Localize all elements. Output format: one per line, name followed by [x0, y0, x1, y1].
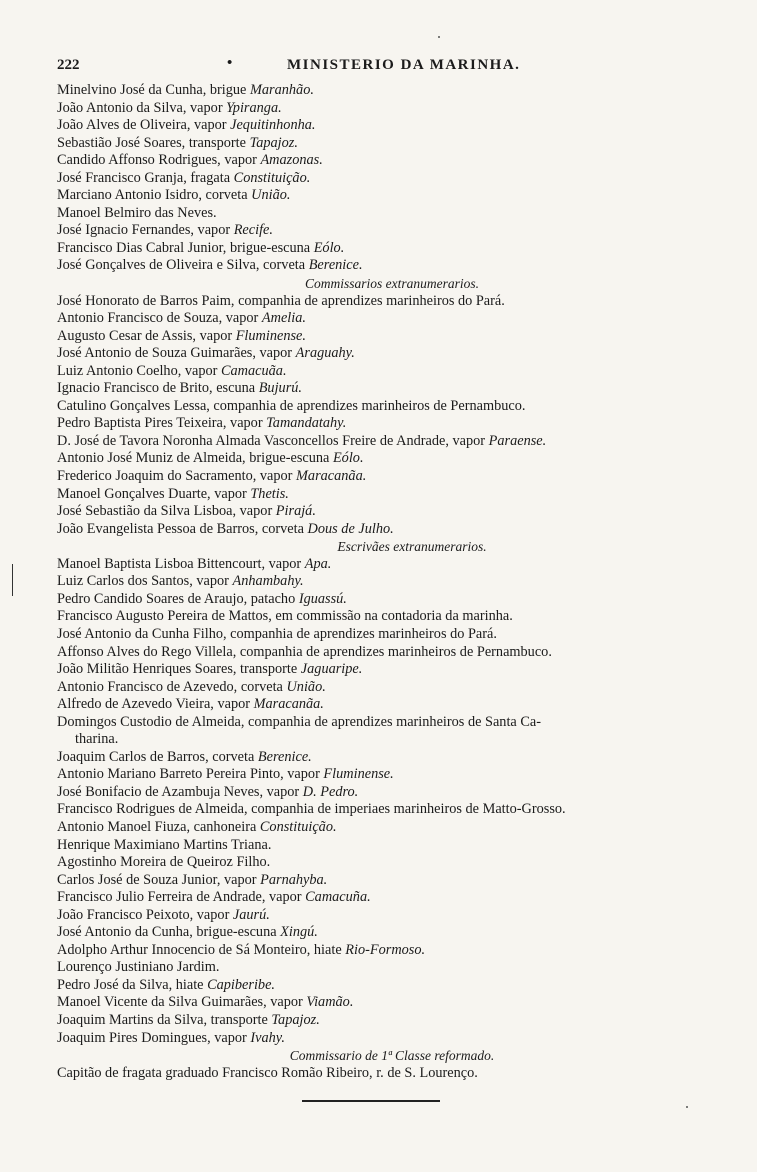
ship-name: Fluminense.	[235, 327, 306, 344]
ship-name: Eólo.	[332, 450, 364, 467]
entry-line	[57, 82, 697, 100]
entry-text: Antonio Francisco de Souza, vapor	[57, 310, 262, 327]
entry-line	[57, 819, 697, 837]
ship-name: Ypiranga.	[226, 99, 282, 116]
entry-line	[57, 1065, 697, 1083]
entry-line	[57, 152, 697, 170]
entry-text: Lourenço Justiniano Jardim.	[57, 959, 220, 976]
margin-mark	[12, 564, 13, 596]
entry-text: Francisco Julio Ferreira de Andrade, vapor	[57, 889, 306, 906]
entry-line	[57, 591, 697, 609]
entry-line	[57, 310, 697, 328]
entry-line	[57, 257, 697, 275]
entry-line	[57, 521, 697, 539]
ship-name: Iguassú.	[298, 590, 347, 607]
entry-text: João Militão Henriques Soares, transporte	[57, 661, 301, 678]
ship-name: Capiberibe.	[207, 976, 275, 993]
entry-text: Candido Affonso Rodrigues, vapor	[57, 152, 261, 169]
entry-text: Francisco Dias Cabral Junior, brigue-escuna	[57, 239, 314, 256]
entry-line	[57, 573, 697, 591]
ship-name: D. Pedro.	[302, 783, 359, 800]
ship-name: Maracanãa.	[253, 696, 324, 713]
ship-name: Jaurú.	[232, 906, 270, 923]
entry-text: Francisco Rodrigues de Almeida, companhia de imperiaes marinheiros de Matto-Grosso.	[57, 801, 566, 818]
entry-line	[57, 784, 697, 802]
entry-text: Pedro José da Silva, hiate	[57, 976, 208, 993]
entry-line	[57, 766, 697, 784]
entry-line	[57, 187, 697, 205]
entry-text: Manoel Vicente da Silva Guimarães, vapor	[57, 994, 307, 1011]
ship-name: Ivahy.	[250, 1029, 285, 1046]
page-title: MINISTERIO DA MARINHA.	[287, 57, 521, 73]
entry-line	[57, 959, 697, 977]
entry-text: José Francisco Granja, fragata	[57, 169, 234, 186]
entry-text: Joaquim Martins da Silva, transporte	[57, 1011, 272, 1028]
entry-text: Joaquim Carlos de Barros, corveta	[57, 748, 258, 765]
entry-text: João Francisco Peixoto, vapor	[57, 906, 233, 923]
entry-line	[57, 994, 697, 1012]
entry-line	[57, 731, 697, 749]
ship-name: Anhambahy.	[232, 573, 304, 590]
entry-text: Henrique Maximiano Martins Triana.	[57, 836, 272, 853]
ship-name: Camacuña.	[305, 889, 371, 906]
entry-line	[57, 450, 697, 468]
entry-line	[57, 100, 697, 118]
entry-line	[57, 714, 697, 732]
entry-text: Francisco Augusto Pereira de Mattos, em commissão na contadoria da marinha.	[57, 608, 513, 625]
entry-text: Antonio Manoel Fiuza, canhoneira	[57, 818, 260, 835]
ship-name: Constituição.	[259, 818, 337, 835]
entry-line	[57, 433, 697, 451]
entry-text: José Antonio da Cunha, brigue-escuna	[57, 924, 281, 941]
entry-line	[57, 837, 697, 855]
entry-text: Manoel Belmiro das Neves.	[57, 204, 217, 221]
entry-line	[57, 608, 697, 626]
ship-name: Tamandatahy.	[266, 415, 347, 432]
entry-text: Carlos José de Souza Junior, vapor	[57, 871, 261, 888]
entry-line	[57, 486, 697, 504]
section-heading: Commissario de 1ª Classe reformado.	[289, 1048, 495, 1064]
entry-text: José Ignacio Fernandes, vapor	[57, 222, 234, 239]
ship-name: Berenice.	[308, 257, 363, 274]
entry-line	[57, 503, 697, 521]
closing-rule	[302, 1100, 440, 1102]
entry-line	[57, 205, 697, 223]
entry-line	[57, 363, 697, 381]
entry-line	[57, 556, 697, 574]
entry-text: Sebastião José Soares, transporte	[57, 134, 250, 151]
entry-line	[57, 117, 697, 135]
ship-name: Pirajá.	[275, 503, 316, 520]
entry-text: Ignacio Francisco de Brito, escuna	[57, 380, 259, 397]
entry-text: Affonso Alves do Rego Villela, companhia de aprendizes marinheiros de Pernambuco.	[57, 643, 552, 660]
section-heading: Escrivães extranumerarios.	[337, 539, 487, 555]
ship-name: Paraense.	[488, 432, 547, 449]
ship-name: Araguahy.	[295, 345, 355, 362]
entry-text: João Alves de Oliveira, vapor	[57, 117, 231, 134]
ship-name: Parnahyba.	[260, 871, 328, 888]
entry-line	[57, 398, 697, 416]
speck	[438, 36, 440, 38]
entry-line	[57, 328, 697, 346]
entry-line	[57, 1012, 697, 1030]
ship-name: Dous de Julho.	[307, 520, 394, 537]
entry-line	[57, 345, 697, 363]
entry-line	[57, 889, 697, 907]
entry-text: José Bonifacio de Azambuja Neves, vapor	[57, 783, 303, 800]
entry-line	[57, 924, 697, 942]
ship-name: Constituição.	[233, 169, 311, 186]
entry-text: Luiz Carlos dos Santos, vapor	[57, 573, 233, 590]
entry-text: José Sebastião da Silva Lisboa, vapor	[57, 503, 276, 520]
ship-name: Fluminense.	[323, 766, 394, 783]
entry-text: José Antonio da Cunha Filho, companhia de aprendizes marinheiros do Pará.	[57, 625, 497, 642]
entry-text: Capitão de fragata graduado Francisco Romão Ribeiro, r. de S. Lourenço.	[57, 1064, 478, 1081]
entry-line	[57, 380, 697, 398]
entry-line	[57, 135, 697, 153]
entry-text: Joaquim Pires Domingues, vapor	[57, 1029, 251, 1046]
entry-text: José Honorato de Barros Paim, companhia de aprendizes marinheiros do Pará.	[57, 292, 505, 309]
ship-name: Bujurú.	[258, 380, 302, 397]
entry-text: Domingos Custodio de Almeida, companhia de aprendizes marinheiros de Santa Ca-	[57, 713, 541, 730]
entry-line	[57, 661, 697, 679]
entry-text: Catulino Gonçalves Lessa, companhia de aprendizes marinheiros de Pernambuco.	[57, 397, 526, 414]
entry-text: Luiz Antonio Coelho, vapor	[57, 362, 221, 379]
ship-name: Berenice.	[257, 748, 312, 765]
entry-text: Antonio Mariano Barreto Pereira Pinto, vapor	[57, 766, 324, 783]
entry-text: Alfredo de Azevedo Vieira, vapor	[57, 696, 254, 713]
ship-name: Amazonas.	[260, 152, 323, 169]
entry-line	[57, 854, 697, 872]
entry-text: Agostinho Moreira de Queiroz Filho.	[57, 854, 271, 871]
ship-name: Camacuãa.	[221, 362, 287, 379]
text-body	[57, 82, 697, 1082]
entry-line	[57, 293, 697, 311]
ship-name: Viamão.	[306, 994, 354, 1011]
ship-name: Jequitinhonha.	[230, 117, 316, 134]
entry-text: tharina.	[75, 731, 119, 748]
speck	[686, 1106, 688, 1108]
ship-name: Tapajoz.	[271, 1011, 320, 1028]
entry-line	[57, 907, 697, 925]
section-heading: Commissarios extranumerarios.	[304, 276, 479, 292]
entry-line	[57, 240, 697, 258]
ship-name: Apa.	[304, 555, 332, 572]
entry-text: João Antonio da Silva, vapor	[57, 99, 227, 116]
entry-line	[57, 1030, 697, 1048]
ship-name: Eólo.	[313, 239, 345, 256]
ship-name: Maranhão.	[249, 82, 314, 98]
entry-line	[57, 801, 697, 819]
header-dot: •	[227, 55, 234, 71]
entry-line	[57, 626, 697, 644]
entry-text: Frederico Joaquim do Sacramento, vapor	[57, 468, 297, 485]
entry-text: Marciano Antonio Isidro, corveta	[57, 187, 252, 204]
ship-name: Maracanãa.	[296, 468, 367, 485]
entry-text: Antonio José Muniz de Almeida, brigue-escuna	[57, 450, 333, 467]
page-header	[57, 57, 547, 79]
entry-line	[57, 222, 697, 240]
page-number: 222	[57, 57, 80, 73]
entry-text: José Antonio de Souza Guimarães, vapor	[57, 345, 296, 362]
entry-text: Adolpho Arthur Innocencio de Sá Monteiro, hiate	[57, 941, 346, 958]
entry-line	[57, 415, 697, 433]
entry-text: Manoel Baptista Lisboa Bittencourt, vapor	[57, 555, 305, 572]
entry-text: José Gonçalves de Oliveira e Silva, corveta	[57, 257, 309, 274]
entry-text: Minelvino José da Cunha, brigue	[57, 82, 250, 98]
ship-name: União.	[251, 187, 291, 204]
entry-line	[57, 696, 697, 714]
entry-text: Manoel Gonçalves Duarte, vapor	[57, 485, 251, 502]
ship-name: Amelia.	[261, 310, 306, 327]
ship-name: Thetis.	[250, 485, 289, 502]
ship-name: Xingú.	[280, 924, 318, 941]
ship-name: Jaguaripe.	[300, 661, 363, 678]
entry-text: Pedro Candido Soares de Araujo, patacho	[57, 590, 299, 607]
entry-line	[57, 468, 697, 486]
entry-text: Augusto Cesar de Assis, vapor	[57, 327, 236, 344]
entry-line	[57, 679, 697, 697]
entry-text: Antonio Francisco de Azevedo, corveta	[57, 678, 287, 695]
entry-line	[57, 170, 697, 188]
entry-line	[57, 977, 697, 995]
entry-text: João Evangelista Pessoa de Barros, corveta	[57, 520, 308, 537]
ship-name: Recife.	[233, 222, 273, 239]
ship-name: Tapajoz.	[249, 134, 298, 151]
entry-line	[57, 942, 697, 960]
ship-name: Rio-Formoso.	[345, 941, 426, 958]
entry-text: D. José de Tavora Noronha Almada Vasconcellos Freire de Andrade, vapor	[57, 432, 489, 449]
ship-name: União.	[286, 678, 326, 695]
entry-line	[57, 644, 697, 662]
entry-line	[57, 872, 697, 890]
entry-text: Pedro Baptista Pires Teixeira, vapor	[57, 415, 267, 432]
entry-line	[57, 749, 697, 767]
